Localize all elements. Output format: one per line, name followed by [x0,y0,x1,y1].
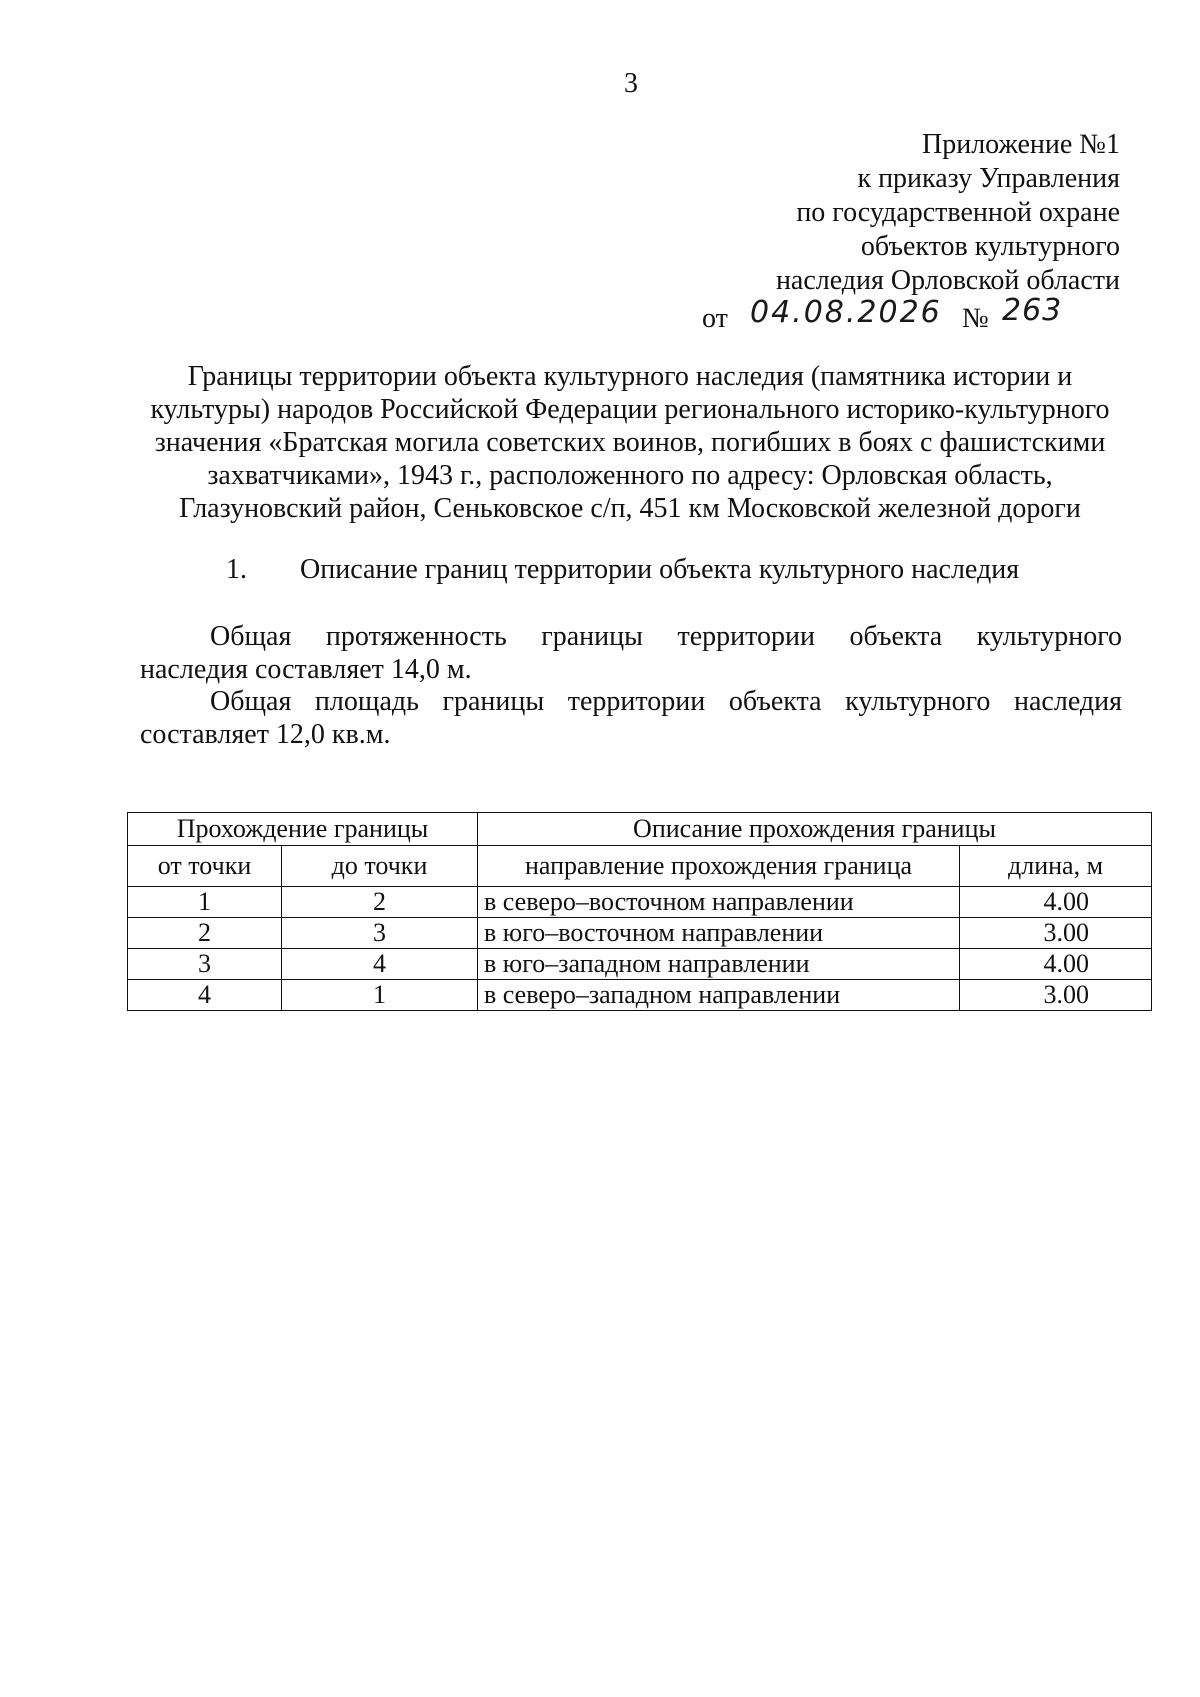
cell-direction: в северо–западном направлении [478,980,960,1011]
title-line: Глазуновский район, Сеньковское с/п, 451 км Московской железной дороги [179,493,1081,524]
paragraph-line: составляет 12,0 кв.м. [140,719,391,750]
appendix-line: Приложение №1 [922,129,1120,160]
cell-direction: в юго–западном направлении [478,949,960,980]
handwritten-order-number: 263 [1002,293,1063,328]
table-row [128,887,1152,918]
cell-from: 1 [128,887,282,918]
group-header-boundary-passage: Прохождение границы [128,813,478,846]
cell-to: 4 [282,949,478,980]
column-header-direction: направление прохождения граница [478,846,960,887]
appendix-line: к приказу Управления [857,163,1120,194]
number-prefix: № [962,303,989,334]
cell-from: 4 [128,980,282,1011]
cell-length: 3.00 [960,980,1152,1011]
cell-length: 4.00 [960,949,1152,980]
paragraph-length [140,620,1122,686]
section-heading [226,554,1019,586]
title-line: захватчиками», 1943 г., расположенного по адресу: Орловская область, [207,460,1053,491]
title-line: культуры) народов Российской Федерации регионального историко-культурного [150,394,1110,425]
table-group-header-row [128,813,1152,846]
cell-direction: в северо–восточном направлении [478,887,960,918]
table-column-header-row [128,846,1152,887]
paragraph-line: Общая площадь границы территории объекта культурного наследия [210,686,1122,717]
table-row [128,918,1152,949]
document-title [130,360,1130,525]
cell-to: 1 [282,980,478,1011]
page-number: 3 [624,68,638,99]
cell-from: 3 [128,949,282,980]
cell-to: 3 [282,918,478,949]
cell-from: 2 [128,918,282,949]
title-line: Границы территории объекта культурного наследия (памятника истории и [187,361,1073,392]
column-header-to: до точки [282,846,478,887]
date-prefix: от [702,303,728,334]
order-date-number-row [600,293,1120,338]
paragraph-line: наследия составляет 14,0 м. [140,654,472,685]
table-row [128,980,1152,1011]
cell-length: 4.00 [960,887,1152,918]
appendix-line: по государственной охране [796,197,1120,228]
table-row [128,949,1152,980]
section-heading-text: Описание границ территории объекта культурного наследия [300,554,1020,585]
appendix-block [600,128,1120,338]
cell-direction: в юго–восточном направлении [478,918,960,949]
column-header-length: длина, м [960,846,1152,887]
appendix-line: наследия Орловской области [775,265,1120,296]
section-number: 1. [226,554,247,585]
appendix-line: объектов культурного [860,231,1120,262]
column-header-from: от точки [128,846,282,887]
boundary-table [127,812,1152,1011]
cell-to: 2 [282,887,478,918]
handwritten-date: 04.08.2026 [750,295,942,330]
paragraph-line: Общая протяженность границы территории объекта культурного [210,621,1122,652]
cell-length: 3.00 [960,918,1152,949]
group-header-boundary-description: Описание прохождения границы [478,813,1152,846]
title-line: значения «Братская могила советских воинов, погибших в боях с фашистскими [154,427,1106,458]
paragraph-area [140,685,1122,751]
